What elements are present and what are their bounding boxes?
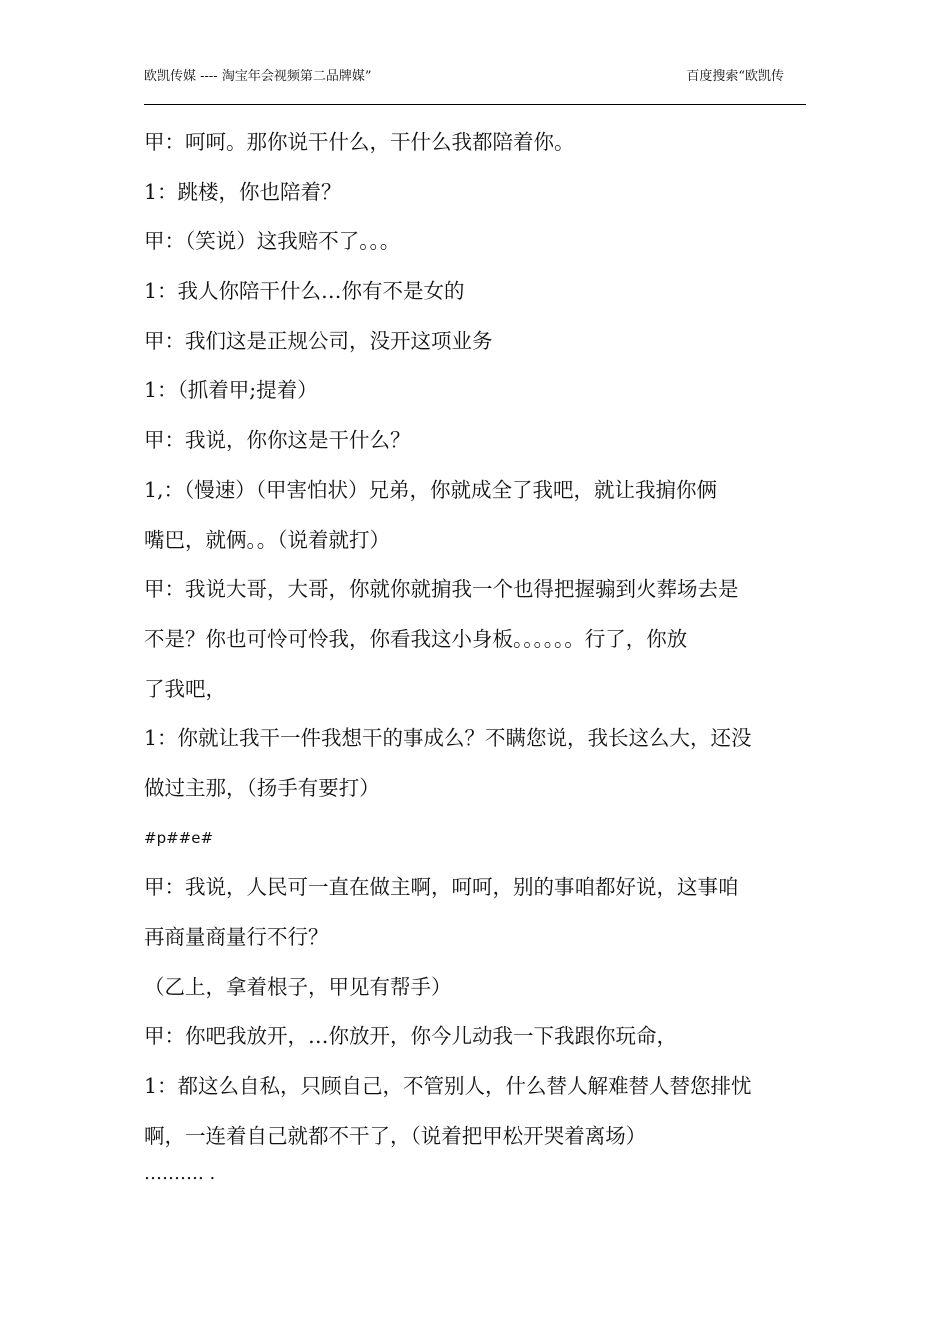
script-line: 1,：（慢速）（甲害怕状）兄弟，你就成全了我吧，就让我掮你俩	[144, 477, 718, 502]
script-line: 1：都这么自私，只顾自己，不管别人，什么替人解难替人替您排忧	[144, 1074, 752, 1099]
script-line: 甲：你吧我放开，…你放开，你今儿动我一下我跟你玩命，	[144, 1024, 677, 1049]
script-line: 做过主那，（扬手有要打）	[144, 775, 380, 800]
ellipsis-line: ………. .	[144, 1163, 216, 1185]
script-line: 1：跳楼，你也陪着？	[144, 179, 342, 204]
script-line: 甲：我说大哥，大哥，你就你就掮我一个也得把握骟到火葬场去是	[144, 577, 739, 602]
script-line: 甲：我说，人民可一直在做主啊，呵呵，别的事咱都好说，这事咱	[144, 875, 739, 900]
script-line: 甲：我们这是正规公司，没开这项业务	[144, 328, 493, 353]
script-line: （乙上，拿着根子，甲见有帮手）	[144, 974, 452, 999]
document-body	[144, 118, 809, 1187]
script-line: 了我吧，	[144, 676, 226, 701]
header-left-text: 欧凯传媒 ---- 淘宝年会视频第二品牌媒”	[144, 69, 372, 84]
page-marker: #p##e#	[144, 828, 214, 847]
script-line: 嘴巴，就俩。。（说着就打）	[144, 527, 390, 552]
script-line: 1：我人你陪干什么…你有不是女的	[144, 279, 465, 304]
script-line: 甲：（笑说）这我赔不了。。。	[144, 229, 401, 254]
script-line: 甲：我说，你你这是干什么？	[144, 428, 411, 453]
page-header	[144, 66, 806, 105]
script-line: 再商量商量行不行？	[144, 925, 329, 949]
header-right-text: 百度搜索“欧凯传	[686, 69, 784, 84]
script-line: 甲：呵呵。那你说干什么，干什么我都陪着你。	[144, 130, 575, 154]
script-line: 1：（抓着甲;提着）	[144, 378, 318, 403]
script-line: 1：你就让我干一件我想干的事成么？不瞒您说，我长这么大，还没	[144, 726, 752, 751]
script-line: 啊，一连着自己就都不干了，（说着把甲松开哭着离场）	[144, 1123, 647, 1148]
script-line: 不是？你也可怜可怜我，你看我这小身板。。。。。。行了，你放	[144, 626, 688, 651]
